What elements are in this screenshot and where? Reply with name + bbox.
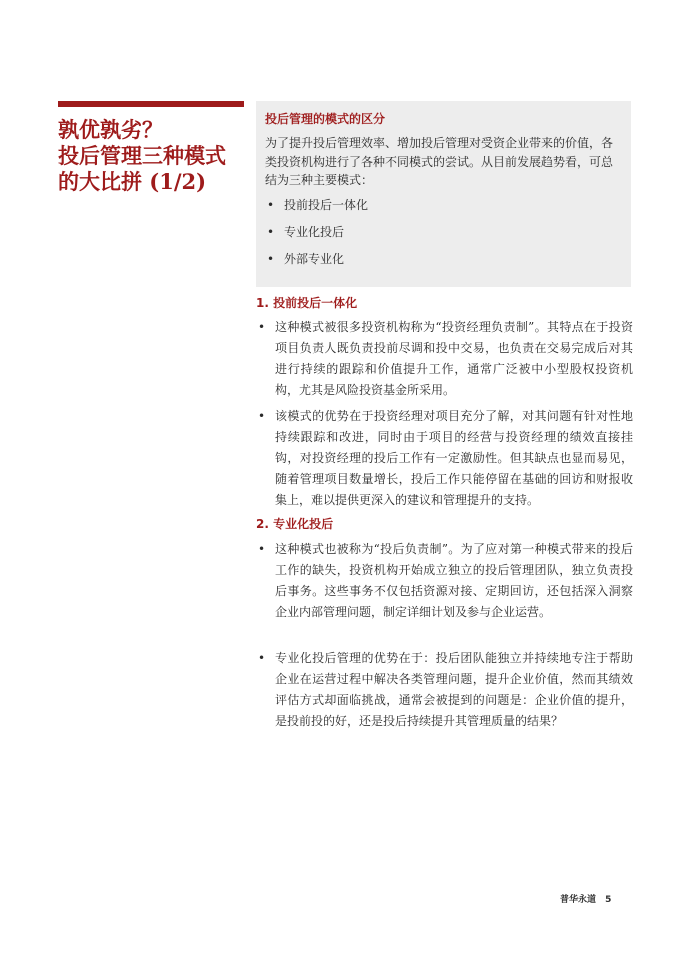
section-2-paragraph-2 — [256, 648, 633, 732]
list-item — [265, 223, 621, 250]
page-title-line-3: 的大比拼 (1/2) — [58, 169, 207, 194]
bullet-icon: • — [258, 651, 266, 665]
section-2-paragraph-1 — [256, 539, 633, 623]
page-footer — [560, 892, 611, 905]
paragraph-text: 该模式的优势在于投资经理对项目充分了解，对其问题有针对性地持续跟踪和改进，同时由于项目的经营与投资经理的绩效直接挂钩，对投资经理的投后工作有一定激励性。但其缺点也显而易见，随着管理项目数量增长，投后工作只能停留在基础的回访和财报收集上，难以提供更深入的建议和管理提升的支持。 — [275, 409, 633, 507]
page-title-line-1: 孰优孰劣？ — [58, 117, 163, 142]
section-2-heading: 2. 专业化投后 — [256, 517, 334, 531]
title-accent-bar — [58, 101, 244, 107]
footer-brand: 普华永道 — [560, 895, 597, 905]
summary-box-intro: 为了提升投后管理效率、增加投后管理对受资企业带来的价值，各类投资机构进行了各种不同模式的尝试。从目前发展趋势看，可总结为三种主要模式： — [265, 136, 614, 187]
list-item — [265, 250, 621, 277]
section-1-paragraph-1 — [256, 317, 633, 401]
list-item-text: 投前投后一体化 — [284, 197, 369, 212]
list-item — [265, 196, 621, 223]
section-1-paragraph-2 — [256, 406, 633, 511]
list-item-text: 外部专业化 — [284, 251, 345, 266]
page-number: 5 — [605, 895, 612, 905]
page-title-line-2: 投后管理三种模式 — [58, 143, 226, 168]
bullet-icon: • — [267, 251, 275, 266]
list-item-text: 专业化投后 — [284, 224, 345, 239]
summary-box — [256, 101, 631, 287]
bullet-icon: • — [258, 320, 266, 334]
paragraph-text: 这种模式被很多投资机构称为“投资经理负责制”。其特点在于投资项目负责人既负责投前尽调和投中交易，也负责在交易完成后对其进行持续的跟踪和价值提升工作，通常广泛被中小型股权投资机构，尤其是风险投资基金所采用。 — [275, 320, 633, 397]
paragraph-text: 这种模式也被称为“投后负责制”。为了应对第一种模式带来的投后工作的缺失，投资机构开始成立独立的投后管理团队，独立负责投后事务。这些事务不仅包括资源对接、定期回访，还包括深入洞察企业内部管理问题，制定详细计划及参与企业运营。 — [275, 542, 633, 619]
bullet-icon: • — [258, 542, 266, 556]
summary-box-list — [265, 196, 621, 277]
bullet-icon: • — [258, 409, 266, 423]
bullet-icon: • — [267, 224, 275, 239]
page-title — [58, 117, 248, 195]
paragraph-text: 专业化投后管理的优势在于：投后团队能独立并持续地专注于帮助企业在运营过程中解决各类管理问题，提升企业价值，然而其绩效评估方式却面临挑战，通常会被提到的问题是：企业价值的提升，是投前投的好，还是投后持续提升其管理质量的结果？ — [275, 651, 633, 728]
summary-box-heading: 投后管理的模式的区分 — [265, 112, 386, 126]
section-1-heading: 1. 投前投后一体化 — [256, 296, 358, 310]
bullet-icon: • — [267, 197, 275, 212]
